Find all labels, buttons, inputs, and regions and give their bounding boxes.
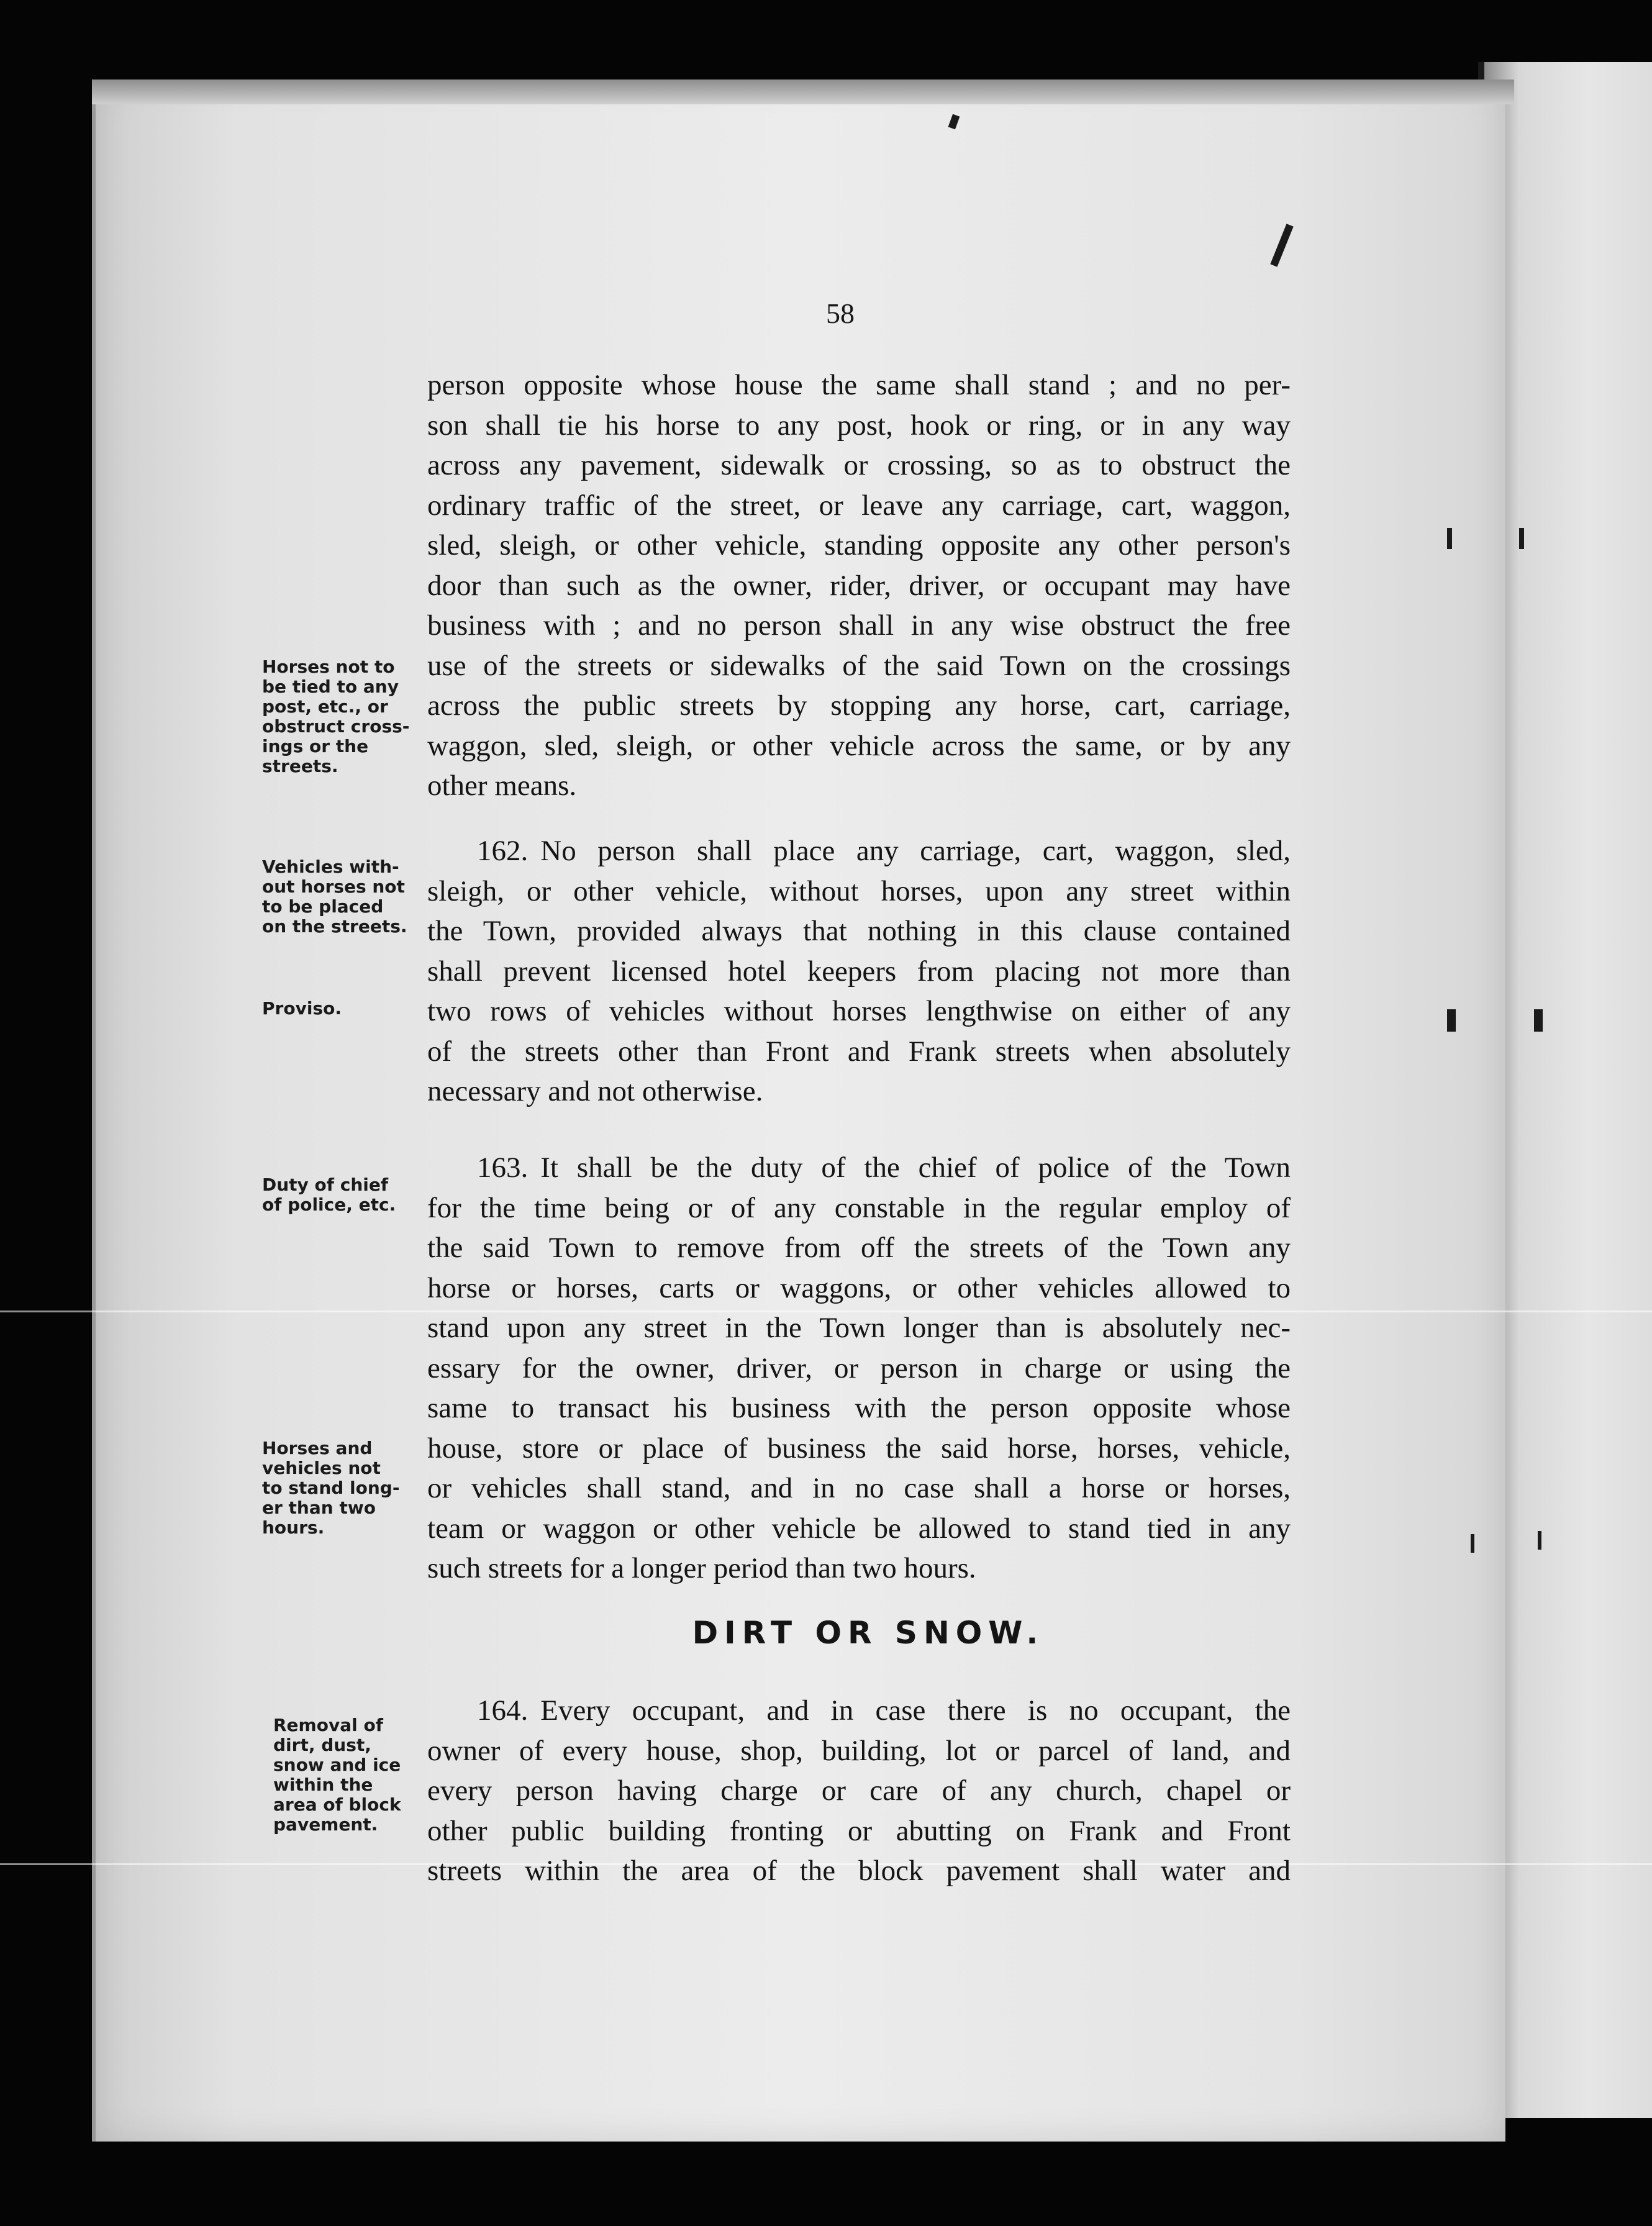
text-line-content: It shall be the duty of the chief of police of the Town [540,1152,1291,1184]
text-line: ordinary traffic of the street, or leave any carriage, cart, waggon, [427,489,1291,522]
margin-note-line: of police, etc. [262,1194,396,1215]
page-number: 58 [826,298,855,329]
text-line: across any pavement, sidewalk or crossing, so as to obstruct the [427,449,1291,481]
margin-note-line: out horses not [262,876,405,897]
margin-note-line: pavement. [273,1814,378,1835]
margin-note-line: to be placed [262,896,384,917]
text-line-content: Every occupant, and in case there is no occupant, the [540,1694,1291,1727]
section-number: 164. [477,1694,529,1727]
paragraph-164 [427,1691,1291,1891]
margin-note-line: post, etc., or [262,696,388,717]
section-number: 163. [477,1152,529,1184]
text-line: person opposite whose house the same shall stand ; and no per- [427,369,1291,401]
text-line: team or waggon or other vehicle be allowed to stand tied in any [427,1512,1291,1545]
margin-note-line: Duty of chief [262,1174,389,1195]
text-line: necessary and not otherwise. [427,1075,763,1107]
paragraph-162 [427,831,1291,1112]
margin-note-line: Removal of [273,1715,383,1735]
text-line: sleigh, or other vehicle, without horses, upon any street within [427,874,1291,907]
margin-note-line: to stand long- [262,1478,400,1498]
margin-note-line: dirt, dust, [273,1735,371,1755]
text-line: horse or horses, carts or waggons, or other vehicles allowed to [427,1271,1291,1304]
margin-note-line: hours. [262,1517,325,1538]
text-line [427,1148,1291,1188]
margin-note-proviso [262,999,431,1019]
margin-note-vehicles-without-horses [262,857,431,937]
text-line: the Town, provided always that nothing in this clause contained [427,915,1291,947]
text-line: same to transact his business with the person opposite whose [427,1392,1291,1424]
margin-note-line: Proviso. [262,998,342,1019]
margin-note-line: on the streets. [262,916,407,937]
paragraph-161-continued [427,365,1291,806]
text-line: other means. [427,770,577,802]
text-line: stand upon any street in the Town longer than is absolutely nec- [427,1312,1291,1344]
text-line: waggon, sled, sleigh, or other vehicle across the same, or by any [427,729,1291,762]
text-line-content: No person shall place any carriage, cart, waggon, sled, [540,835,1291,867]
text-line: every person having charge or care of any church, chapel or [427,1774,1291,1807]
margin-note-line: within the [273,1774,373,1795]
margin-note-horses-not-tied [262,657,431,776]
text-line: for the time being or of any constable in the regular employ of [427,1191,1291,1224]
text-line [427,831,1291,871]
margin-note-line: er than two [262,1497,376,1518]
text-line: streets within the area of the block pavement shall water and [427,1855,1291,1887]
scan-speck [1471,1534,1474,1553]
page-top-shadow [92,80,1514,104]
margin-note-horses-and-vehicles [262,1438,431,1538]
text-line: son shall tie his horse to any post, hook or ring, or in any way [427,409,1291,442]
text-line: sled, sleigh, or other vehicle, standing opposite any other person's [427,529,1291,561]
margin-note-line: Horses not to [262,656,395,677]
text-line: business with ; and no person shall in any wise obstruct the free [427,609,1291,642]
text-line: other public building fronting or abutting on Frank and Front [427,1814,1291,1847]
margin-note-line: be tied to any [262,676,399,697]
text-line [427,1691,1291,1731]
margin-note-line: streets. [262,756,338,776]
text-line: house, store or place of business the said horse, horses, vehicle, [427,1432,1291,1465]
text-line: two rows of vehicles without horses lengthwise on either of any [427,995,1291,1027]
text-line: owner of every house, shop, building, lot or parcel of land, and [427,1734,1291,1767]
margin-note-line: area of block [273,1794,401,1815]
text-line: shall prevent licensed hotel keepers from placing not more than [427,955,1291,988]
scan-speck [1538,1531,1541,1550]
margin-note-line: ings or the [262,736,369,756]
margin-note-line: vehicles not [262,1458,381,1478]
paragraph-163 [427,1148,1291,1589]
text-line: across the public streets by stopping any horse, cart, carriage, [427,689,1291,722]
scan-speck [1447,528,1452,549]
section-heading: DIRT OR SNOW. [692,1615,1045,1651]
scan-speck [1519,528,1524,549]
text-line: use of the streets or sidewalks of the said Town on the crossings [427,649,1291,682]
scan-speck [1447,1009,1456,1032]
scan-speck [1534,1009,1543,1032]
text-line: door than such as the owner, rider, driver, or occupant may have [427,569,1291,602]
margin-note-removal-of-dirt [273,1715,442,1835]
margin-note-line: obstruct cross- [262,716,410,737]
section-number: 162. [477,835,529,867]
text-line: of the streets other than Front and Frank streets when absolutely [427,1035,1291,1068]
text-line: or vehicles shall stand, and in no case shall a horse or horses, [427,1472,1291,1504]
text-line: the said Town to remove from off the streets of the Town any [427,1232,1291,1264]
margin-note-line: Vehicles with- [262,856,399,877]
margin-note-line: Horses and [262,1438,373,1458]
margin-note-duty-of-chief [262,1175,431,1215]
text-line: such streets for a longer period than two hours. [427,1552,976,1584]
text-line: essary for the owner, driver, or person in charge or using the [427,1352,1291,1384]
margin-note-line: snow and ice [273,1755,401,1775]
